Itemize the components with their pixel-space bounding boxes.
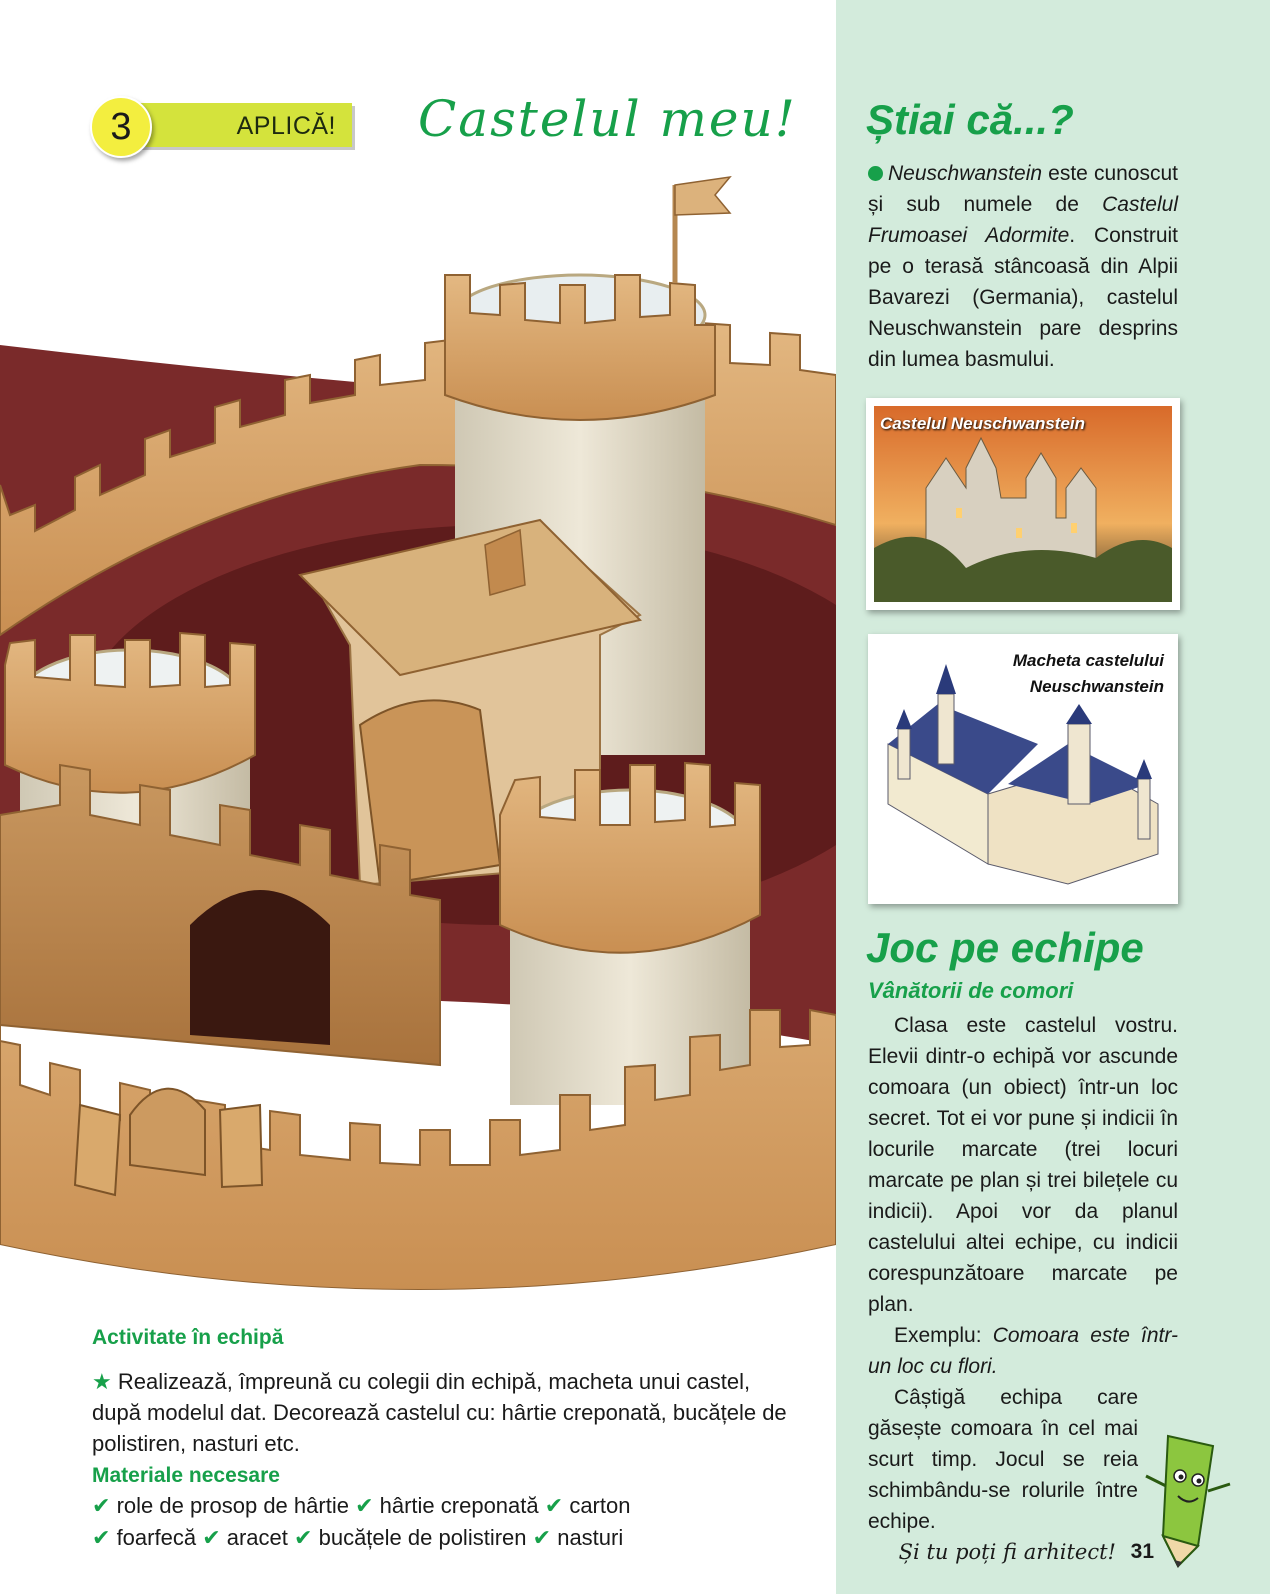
star-icon: ★ [92, 1369, 112, 1394]
bullet-icon [868, 166, 883, 181]
lesson-label: APLICĂ! [236, 112, 336, 140]
lesson-number: 3 [90, 96, 152, 158]
photo2-caption-line: Neuschwanstein [1029, 677, 1164, 696]
game-subtitle: Vânătorii de comori [868, 978, 1074, 1003]
material-item: role de prosop de hârtie [116, 1493, 349, 1518]
activity-text: Realizează, împreună cu colegii din echipă, macheta unui castel, după modelul dat. Decorează castelul cu: hârtie creponată, bucățele de polistiren, nasturi etc. [92, 1369, 787, 1456]
text-part: este cunoscut și sub numele de [868, 162, 1178, 216]
did-you-know-text [868, 158, 1178, 375]
text-part: . Construit pe o terasă stâncoasă din Alpii Bavarezi (Germania), castelul Neuschwanstein pare desprins din lumea basmului. [868, 224, 1178, 371]
lesson-badge [90, 96, 352, 154]
castle-alias: Castelul Frumoasei Adormite [868, 193, 1178, 247]
materials-line [92, 1522, 792, 1553]
photo1-caption: Castelul Neuschwanstein [880, 414, 1086, 433]
material-item: foarfecă [116, 1525, 197, 1550]
photo2-caption [1013, 648, 1164, 700]
game-text [868, 1010, 1178, 1537]
page-number: 31 [1130, 1540, 1154, 1563]
castle-name: Neuschwanstein [888, 162, 1043, 185]
example-text: Comoara este într-un loc cu flori. [868, 1324, 1178, 1378]
game-example [868, 1320, 1178, 1382]
check-icon: ✔ [202, 1525, 221, 1550]
activity-body [92, 1366, 792, 1459]
check-icon: ✔ [544, 1493, 564, 1518]
photo2-caption-line: Macheta castelului [1012, 651, 1164, 670]
material-item: nasturi [557, 1525, 624, 1550]
check-icon: ✔ [92, 1525, 111, 1550]
did-you-know-title: Știai că...? [866, 96, 1074, 143]
material-item: hârtie creponată [379, 1493, 539, 1518]
activity-title: Activitate în echipă [92, 1326, 284, 1349]
check-icon: ✔ [355, 1493, 374, 1518]
cardboard-castle-model-image [0, 165, 836, 1315]
material-item: carton [569, 1493, 631, 1518]
game-winner: Câștigă echipa care găsește comoara în cel mai scurt timp. Jocul se reia schimbându-se rolurile între echipe. [868, 1386, 1138, 1533]
materials-title: Materiale necesare [92, 1464, 280, 1487]
game-paragraph: Clasa este castelul vostru. Elevii dintr-o echipă vor ascunde comoara (un obiect) într-un loc secret. Tot ei vor pune și indicii în locurile marcate (trei locuri marcate pe plan și trei bilețele cu indicii). Apoi vor da planul castelului altei echipe, cu indicii corespunzătoare marcate pe plan. [868, 1014, 1178, 1316]
materials-line [92, 1490, 792, 1521]
check-icon: ✔ [92, 1493, 111, 1518]
lesson-label-bar [130, 103, 352, 147]
example-label: Exemplu: [894, 1324, 993, 1347]
material-item: bucățele de polistiren [318, 1525, 527, 1550]
material-item: aracet [226, 1525, 288, 1550]
check-icon: ✔ [294, 1525, 313, 1550]
footer-note: Și tu poți fi arhitect! [898, 1540, 1116, 1564]
page-title: Castelul meu! [418, 90, 797, 148]
game-title: Joc pe echipe [866, 924, 1144, 971]
check-icon: ✔ [532, 1525, 552, 1550]
